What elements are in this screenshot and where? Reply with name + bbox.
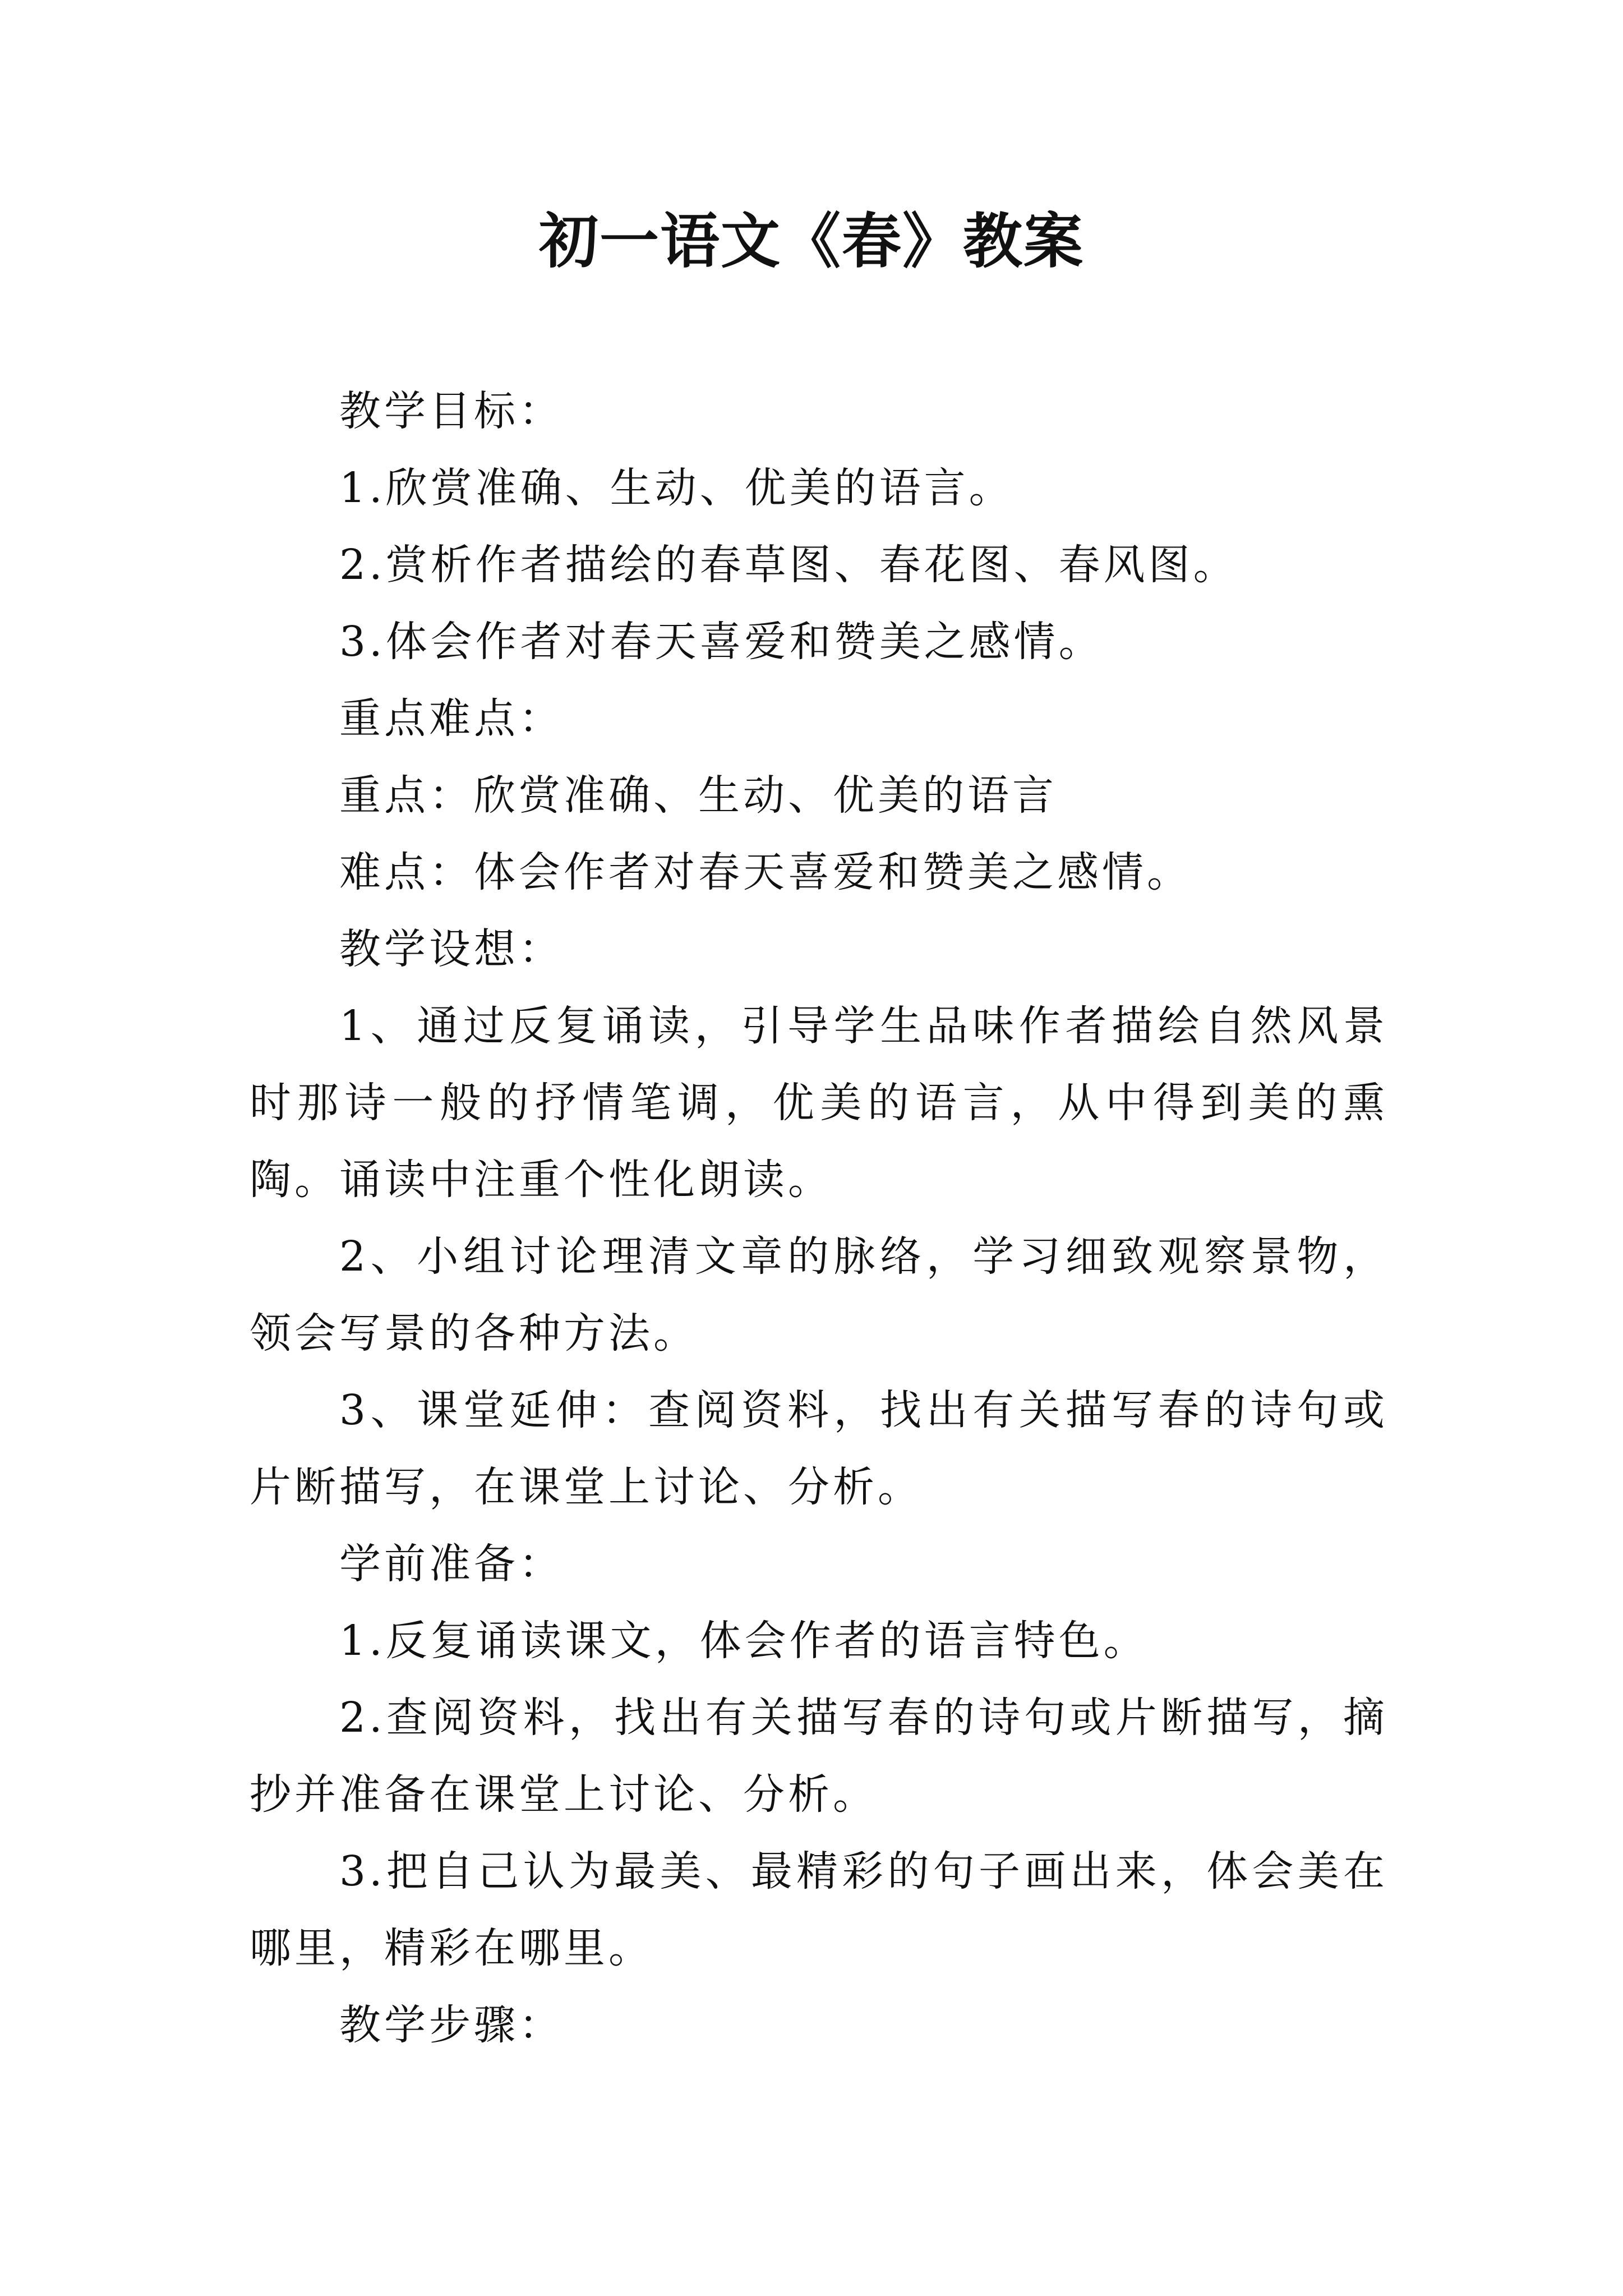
section-heading-teaching-ideas: 教学设想： bbox=[339, 925, 564, 973]
teaching-idea-3: 3、课堂延伸：查阅资料，找出有关描写春的诗句或片断描写，在课堂上讨论、分析。 bbox=[250, 1386, 1388, 1511]
key-point-focus: 重点：欣赏准确、生动、优美的语言 bbox=[339, 771, 1057, 820]
document-title: 初一语文《春》教案 bbox=[539, 206, 1084, 276]
section-heading-key-points: 重点难点： bbox=[339, 694, 564, 743]
objective-item-2: 2.赏析作者描绘的春草图、春花图、春风图。 bbox=[339, 541, 1238, 589]
preparation-item-2: 2.查阅资料，找出有关描写春的诗句或片断描写，摘抄并准备在课堂上讨论、分析。 bbox=[250, 1694, 1388, 1819]
objective-item-1: 1.欣赏准确、生动、优美的语言。 bbox=[339, 464, 1014, 512]
teaching-idea-2: 2、小组讨论理清文章的脉络，学习细致观察景物，领会写景的各种方法。 bbox=[250, 1232, 1388, 1358]
section-heading-preparation: 学前准备： bbox=[339, 1540, 564, 1588]
preparation-item-1: 1.反复诵读课文，体会作者的语言特色。 bbox=[339, 1617, 1149, 1665]
preparation-item-3: 3.把自己认为最美、最精彩的句子画出来，体会美在哪里，精彩在哪里。 bbox=[250, 1847, 1388, 1972]
objective-item-3: 3.体会作者对春天喜爱和赞美之感情。 bbox=[339, 618, 1104, 666]
section-heading-objectives: 教学目标： bbox=[339, 387, 564, 435]
section-heading-steps: 教学步骤： bbox=[339, 2001, 564, 2049]
key-point-difficulty: 难点：体会作者对春天喜爱和赞美之感情。 bbox=[339, 848, 1192, 896]
teaching-idea-1: 1、通过反复诵读，引导学生品味作者描绘自然风景时那诗一般的抒情笔调，优美的语言，从中得到美的熏陶。诵读中注重个性化朗读。 bbox=[250, 1002, 1388, 1204]
document-body bbox=[250, 373, 1388, 2064]
